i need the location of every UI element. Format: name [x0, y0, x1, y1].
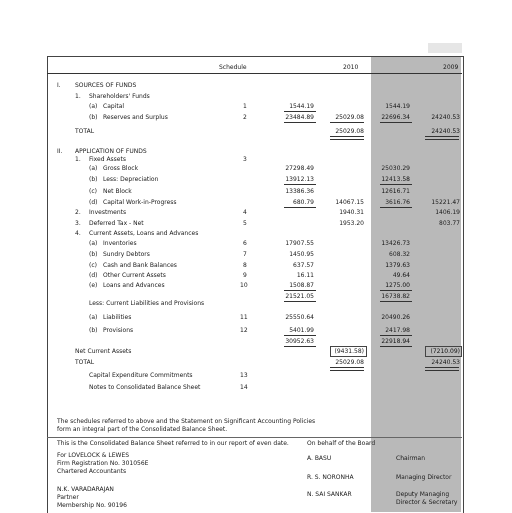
- fixed-assets-schedule: 3: [243, 156, 247, 163]
- row-schedule: 9: [243, 272, 247, 279]
- row-amount: 23484.89: [285, 114, 314, 121]
- net-current-label: Net Current Assets: [75, 348, 132, 355]
- row-schedule: 2: [243, 114, 247, 121]
- row-number: 3.: [75, 220, 81, 227]
- schedule-header: Schedule: [219, 64, 247, 71]
- row-prior: 22696.34: [381, 114, 410, 121]
- row-prior-total: 15221.47: [431, 199, 460, 206]
- row-label: Capital: [103, 103, 125, 110]
- corner-shading: [428, 43, 462, 53]
- row-amount: 1450.95: [289, 251, 314, 258]
- row-label: Less: Depreciation: [103, 176, 159, 183]
- row-index: (d): [89, 272, 98, 279]
- row-prior: 20490.26: [381, 314, 410, 321]
- row-amount: 27298.49: [285, 165, 314, 172]
- signatory-name: A. BASU: [307, 455, 332, 462]
- rule: [284, 346, 316, 347]
- signatory-name: R. S. NORONHA: [307, 474, 354, 481]
- signatory-title: Chairman: [396, 455, 426, 462]
- fixed-assets-number: 1.: [75, 156, 81, 163]
- row-index: (c): [89, 188, 97, 195]
- partner-membership: Membership No. 90196: [57, 502, 127, 509]
- rule: [284, 184, 316, 185]
- row-amount: 13912.13: [285, 176, 314, 183]
- rule: [380, 122, 412, 123]
- row-label: Provisions: [103, 327, 134, 334]
- year-current-header: 2010: [343, 64, 359, 71]
- section-1-sub-title: Shareholders' Funds: [89, 93, 150, 100]
- total-label: TOTAL: [75, 128, 95, 135]
- notes-label: Notes to Consolidated Balance Sheet: [89, 384, 201, 391]
- row-amount: 17907.55: [285, 240, 314, 247]
- row-label: Loans and Advances: [103, 282, 165, 289]
- row-index: (e): [89, 282, 98, 289]
- row-prior: 608.32: [389, 251, 410, 258]
- row-schedule: 7: [243, 251, 247, 258]
- rule: [380, 290, 412, 291]
- row-label: Other Current Assets: [103, 272, 166, 279]
- less-liabilities-title: Less: Current Liabilities and Provisions: [89, 300, 205, 307]
- total-current: 25029.08: [335, 128, 364, 135]
- signatory-name: N. SAI SANKAR: [307, 491, 352, 498]
- row-index: (a): [89, 240, 98, 247]
- row-schedule: 11: [240, 314, 248, 321]
- row-schedule: 8: [243, 262, 247, 269]
- row-index: (a): [89, 103, 98, 110]
- row-total: 1940.31: [339, 209, 364, 216]
- row-label: Cash and Bank Balances: [103, 262, 177, 269]
- auditor-firm: For LOVELOCK & LEWES: [57, 452, 130, 459]
- fixed-assets-title: Fixed Assets: [89, 156, 126, 163]
- row-schedule: 10: [240, 282, 248, 289]
- rule: [284, 111, 316, 112]
- row-number: 2.: [75, 209, 81, 216]
- auditor-role: Chartered Accountants: [57, 468, 127, 475]
- row-prior: 12616.71: [381, 188, 410, 195]
- section-2-title: APPLICATION OF FUNDS: [75, 148, 147, 155]
- row-label: Sundry Debtors: [103, 251, 150, 258]
- double-rule: [330, 136, 364, 140]
- row-schedule: 4: [243, 209, 247, 216]
- row-prior-total: 24240.53: [431, 114, 460, 121]
- row-schedule: 6: [243, 240, 247, 247]
- signatory-title: Deputy Managing Director & Secretary: [396, 491, 458, 506]
- notes-schedule: 14: [240, 384, 248, 391]
- row-index: (b): [89, 327, 98, 334]
- total-label: TOTAL: [75, 359, 95, 366]
- rule: [380, 207, 412, 208]
- section-1-title: SOURCES OF FUNDS: [75, 82, 137, 89]
- row-prior: 3616.76: [385, 199, 410, 206]
- double-rule: [425, 136, 459, 140]
- row-schedule: 12: [240, 327, 248, 334]
- rule: [284, 207, 316, 208]
- current-assets-title: Current Assets, Loans and Advances: [89, 230, 199, 237]
- row-label: Deferred Tax - Net: [89, 220, 144, 227]
- row-prior: 1379.63: [385, 262, 410, 269]
- capex-schedule: 13: [240, 372, 248, 379]
- current-liabilities-total-prior: 22918.94: [381, 338, 410, 345]
- rule: [284, 335, 316, 336]
- row-prior-total: 803.77: [439, 220, 460, 227]
- row-amount: 25550.64: [285, 314, 314, 321]
- row-prior: 12413.58: [381, 176, 410, 183]
- rule: [380, 301, 412, 302]
- row-amount: 5401.99: [289, 327, 314, 334]
- total-prior: 24240.53: [431, 359, 460, 366]
- net-current-value: (9431.58): [334, 348, 364, 355]
- row-index: (b): [89, 114, 98, 121]
- current-assets-subtotal-prior: 16738.82: [381, 293, 410, 300]
- row-index: (c): [89, 262, 97, 269]
- row-index: (b): [89, 176, 98, 183]
- section-2-number: II.: [57, 148, 63, 155]
- row-total: 25029.08: [335, 114, 364, 121]
- auditor-registration: Firm Registration No. 301056E: [57, 460, 149, 467]
- row-label: Net Block: [103, 188, 132, 195]
- row-prior: 1275.00: [385, 282, 410, 289]
- double-rule: [425, 367, 459, 371]
- rule: [284, 290, 316, 291]
- rule: [330, 122, 364, 123]
- board-intro: On behalf of the Board: [307, 440, 376, 447]
- row-amount: 680.79: [293, 199, 314, 206]
- auditor-report-intro: This is the Consolidated Balance Sheet referred to in our report of even date.: [57, 440, 289, 447]
- total-current: 25029.08: [335, 359, 364, 366]
- row-prior: 13426.73: [381, 240, 410, 247]
- row-total: 14067.15: [335, 199, 364, 206]
- row-index: (a): [89, 165, 98, 172]
- current-assets-number: 4.: [75, 230, 81, 237]
- section-1-number: I.: [57, 82, 61, 89]
- net-current-prior-value: (7210.09): [430, 348, 460, 355]
- partner-name: N.K. VARADARAJAN: [57, 486, 114, 493]
- row-label: Inventories: [103, 240, 137, 247]
- section-1-sub-number: 1.: [75, 93, 81, 100]
- row-amount: 1508.87: [289, 282, 314, 289]
- rule: [380, 335, 412, 336]
- row-label: Investments: [89, 209, 127, 216]
- row-amount: 637.57: [293, 262, 314, 269]
- row-prior: 49.64: [392, 272, 410, 279]
- header-rule: [47, 73, 462, 74]
- capex-label: Capital Expenditure Commitments: [89, 372, 193, 379]
- partner-role: Partner: [57, 494, 79, 501]
- row-index: (a): [89, 314, 98, 321]
- signatory-title: Managing Director: [396, 474, 452, 481]
- footer-separator: [47, 437, 462, 438]
- row-prior: 1544.19: [385, 103, 410, 110]
- row-prior-total: 1406.19: [435, 209, 460, 216]
- double-rule: [330, 367, 364, 371]
- row-amount: 16.11: [296, 272, 314, 279]
- row-prior: 2417.98: [385, 327, 410, 334]
- rule: [380, 184, 412, 185]
- current-liabilities-total: 30952.63: [285, 338, 314, 345]
- rule: [284, 122, 316, 123]
- year-prior-header: 2009: [443, 64, 459, 71]
- row-index: (d): [89, 199, 98, 206]
- total-prior: 24240.53: [431, 128, 460, 135]
- row-amount: 1544.19: [289, 103, 314, 110]
- current-assets-subtotal: 21521.05: [285, 293, 314, 300]
- row-label: Reserves and Surplus: [103, 114, 168, 121]
- schedules-footnote: The schedules referred to above and the Statement on Significant Accounting Policies form an integral part of the Consolidated Balance Sheet.: [57, 418, 316, 433]
- row-label: Liabilities: [103, 314, 132, 321]
- row-label: Gross Block: [103, 165, 139, 172]
- row-label: Capital Work-in-Progress: [103, 199, 177, 206]
- rule: [284, 301, 316, 302]
- row-index: (b): [89, 251, 98, 258]
- row-amount: 13386.36: [285, 188, 314, 195]
- row-schedule: 5: [243, 220, 247, 227]
- row-schedule: 1: [243, 103, 247, 110]
- row-total: 1953.20: [339, 220, 364, 227]
- rule: [380, 346, 412, 347]
- row-prior: 25030.29: [381, 165, 410, 172]
